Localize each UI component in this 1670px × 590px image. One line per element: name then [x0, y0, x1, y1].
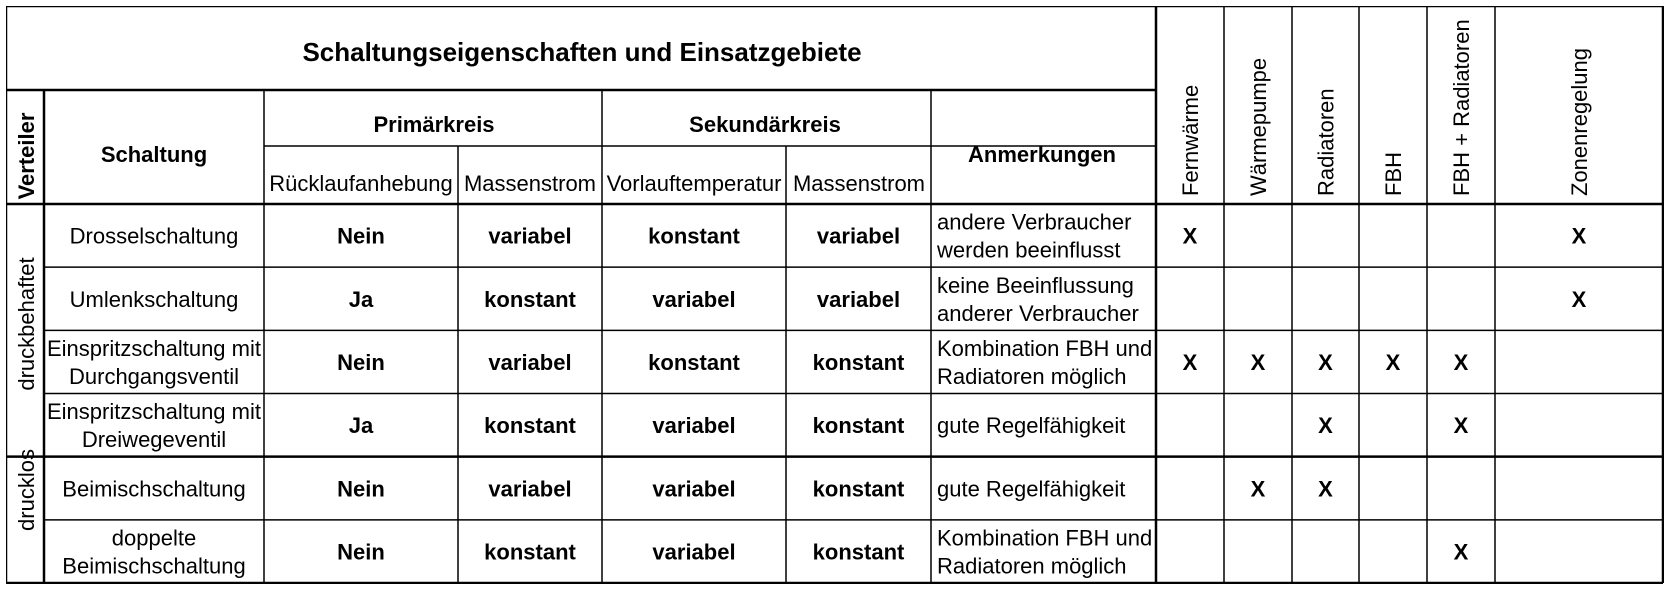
cell-anmerkung: Radiatoren möglich — [937, 553, 1127, 579]
cell-anmerkung: gute Regelfähigkeit — [937, 413, 1126, 439]
usage-header-3: FBH — [1381, 152, 1406, 196]
usage-mark: X — [1182, 223, 1198, 249]
cell-schaltung: Durchgangsventil — [69, 363, 239, 389]
header-massenstrom-primaer: Massenstrom — [463, 171, 597, 196]
usage-mark: X — [1318, 476, 1333, 502]
cell-schaltung: Beimischschaltung — [62, 476, 246, 502]
cell-massenstrom-primaer: konstant — [484, 539, 576, 565]
cell-ruecklaufanhebung: Nein — [337, 349, 385, 375]
usage-header-1: Wärmepumpe — [1246, 57, 1271, 196]
header-primaerkreis: Primärkreis — [373, 112, 495, 137]
usage-mark: X — [1250, 349, 1266, 375]
usage-header-0: Fernwärme — [1178, 84, 1203, 196]
cell-massenstrom-sekundaer: konstant — [812, 413, 905, 439]
usage-mark: X — [1571, 223, 1587, 249]
table-grid — [6, 6, 1664, 584]
cell-vorlauftemperatur: variabel — [652, 413, 736, 439]
cell-schaltung: Drosselschaltung — [69, 223, 239, 249]
cell-massenstrom-sekundaer: konstant — [812, 539, 905, 565]
cell-ruecklaufanhebung: Nein — [337, 539, 385, 565]
usage-mark: X — [1250, 476, 1266, 502]
usage-mark: X — [1385, 349, 1401, 375]
cell-schaltung: Umlenkschaltung — [69, 286, 239, 312]
usage-mark: X — [1453, 413, 1469, 439]
cell-massenstrom-primaer: variabel — [488, 476, 572, 502]
circuit-properties-table — [6, 6, 1664, 584]
cell-vorlauftemperatur: variabel — [652, 476, 736, 502]
usage-mark: X — [1453, 349, 1469, 375]
cell-schaltung: Einspritzschaltung mit — [47, 335, 261, 361]
cell-ruecklaufanhebung: Ja — [348, 286, 374, 312]
group-label-druckbehaftet: druckbehaftet — [14, 257, 39, 391]
cell-anmerkung: keine Beeinflussung — [937, 272, 1134, 298]
table-title: Schaltungseigenschaften und Einsatzgebiete — [302, 37, 862, 67]
cell-massenstrom-sekundaer: konstant — [812, 349, 905, 375]
cell-massenstrom-sekundaer: konstant — [812, 476, 905, 502]
cell-ruecklaufanhebung: Nein — [337, 476, 385, 502]
cell-massenstrom-sekundaer: variabel — [816, 286, 901, 312]
usage-mark: X — [1453, 539, 1469, 565]
cell-anmerkung: Radiatoren möglich — [937, 363, 1127, 389]
cell-vorlauftemperatur: variabel — [652, 539, 736, 565]
cell-schaltung: Dreiwegeventil — [81, 427, 227, 453]
header-vorlauftemperatur: Vorlauftemperatur — [606, 171, 782, 196]
cell-anmerkung: anderer Verbraucher — [937, 300, 1139, 326]
cell-ruecklaufanhebung: Ja — [348, 413, 374, 439]
usage-mark: X — [1318, 413, 1333, 439]
usage-header-4: FBH + Radiatoren — [1449, 19, 1474, 196]
usage-mark: X — [1318, 349, 1333, 375]
header-ruecklaufanhebung: Rücklaufanhebung — [269, 171, 453, 196]
header-sekundaerkreis: Sekundärkreis — [689, 112, 841, 137]
group-label-drucklos: drucklos — [14, 449, 39, 531]
header-anmerkungen: Anmerkungen — [968, 142, 1116, 167]
cell-schaltung: doppelte — [111, 525, 197, 551]
cell-schaltung: Beimischschaltung — [62, 553, 246, 579]
usage-mark: X — [1571, 286, 1587, 312]
usage-header-5: Zonenregelung — [1567, 47, 1592, 196]
cell-vorlauftemperatur: konstant — [648, 223, 740, 249]
cell-ruecklaufanhebung: Nein — [337, 223, 385, 249]
header-verteiler: Verteiler — [14, 112, 39, 200]
cell-anmerkung: Kombination FBH und — [937, 335, 1153, 361]
cell-massenstrom-primaer: variabel — [488, 349, 572, 375]
cell-vorlauftemperatur: konstant — [648, 349, 740, 375]
cell-anmerkung: andere Verbraucher — [937, 209, 1132, 235]
usage-column-headers — [1178, 19, 1592, 196]
header-schaltung: Schaltung — [100, 142, 208, 167]
cell-massenstrom-primaer: variabel — [488, 223, 572, 249]
cell-vorlauftemperatur: variabel — [652, 286, 736, 312]
cell-anmerkung: Kombination FBH und — [937, 525, 1153, 551]
cell-schaltung: Einspritzschaltung mit — [47, 399, 261, 425]
cell-massenstrom-sekundaer: variabel — [816, 223, 901, 249]
cell-anmerkung: gute Regelfähigkeit — [937, 476, 1126, 502]
usage-header-2: Radiatoren — [1313, 88, 1339, 196]
cell-massenstrom-primaer: konstant — [484, 286, 576, 312]
header-massenstrom-sekundaer: Massenstrom — [792, 171, 926, 196]
usage-mark: X — [1182, 349, 1198, 375]
cell-anmerkung: werden beeinflusst — [937, 237, 1121, 263]
cell-massenstrom-primaer: konstant — [484, 413, 576, 439]
